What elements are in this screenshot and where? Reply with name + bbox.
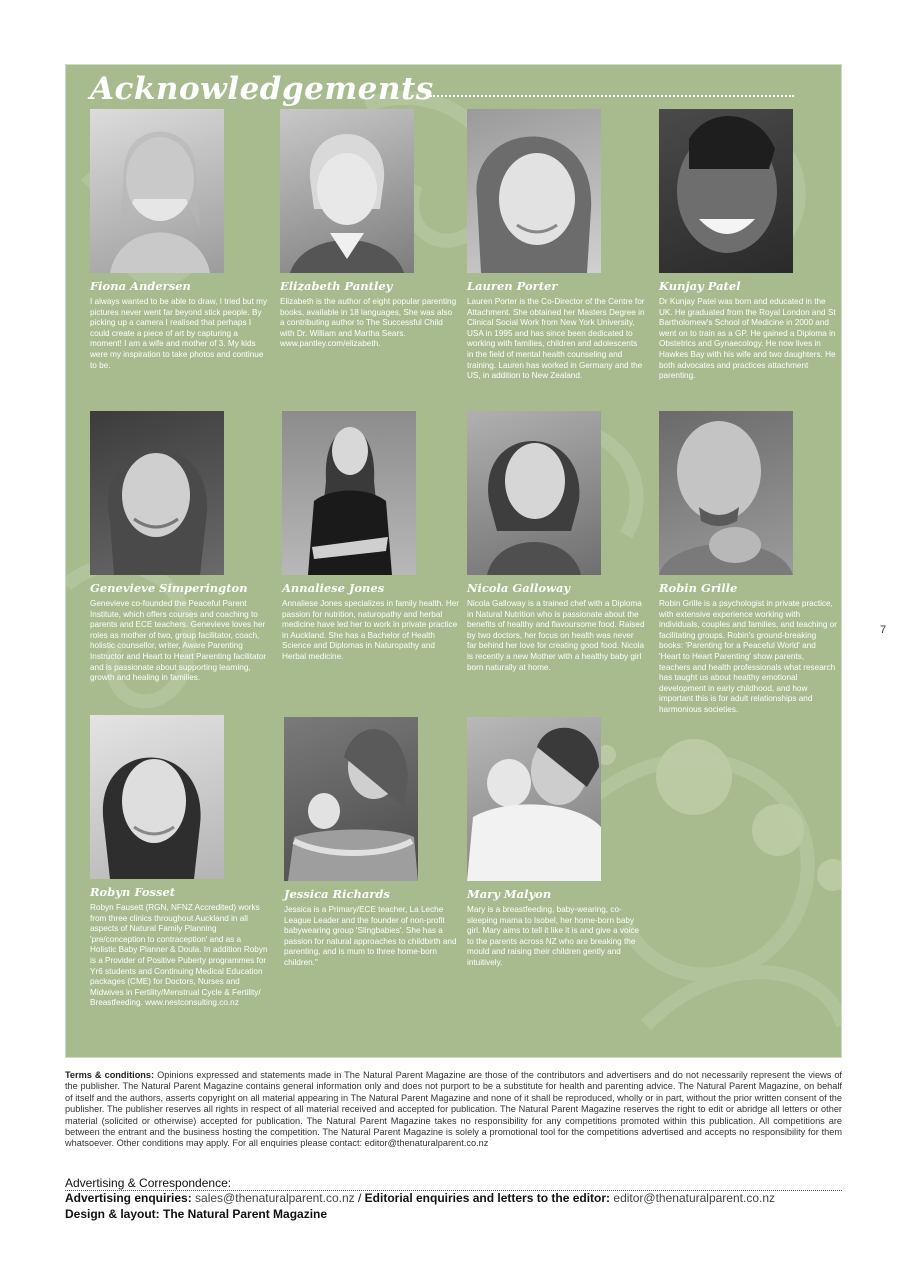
portrait-photo xyxy=(659,109,793,273)
advertising-title: Advertising & Correspondence: xyxy=(65,1176,232,1190)
advertising-contacts xyxy=(65,1191,775,1205)
portrait-photo xyxy=(467,717,601,881)
advertising-label: Advertising enquiries: xyxy=(65,1191,192,1205)
person-name: Kunjay Patel xyxy=(659,279,741,293)
person-name: Jessica Richards xyxy=(284,887,390,901)
person-bio: Nicola Galloway is a trained chef with a Diploma in Natural Nutrition who is passionate about the benefits of healthy and flavoursome food. Raised by two doctors, her focus on health was never far behind her love for creating good food. Nicola is recently a new Mother with a healthy baby girl born naturally at home. xyxy=(467,599,645,672)
person-bio: Robin Grille is a psychologist in private practice, with extensive experience working with individuals, couples and families, and teaching or facilitating groups. Robin's ground-breaking books: 'Parenting for a Peaceful World' and 'Heart to Heart Parenting' show parents, teachers and health professionals what research has taught us about healthy emotional development in early childhood, and how important this is for adult relationships and harmonious societies. xyxy=(659,599,837,714)
person-bio: Lauren Porter is the Co-Director of the Centre for Attachment. She obtained her Masters Degree in Clinical Social Work from New York University, USA in 1995 and has since been dedicated to working with families, children and adolescents in the field of mental health counseling and training. Lauren has worked in Germany and the US, in addition to New Zealand. xyxy=(467,297,645,381)
terms-label: Terms & conditions: xyxy=(65,1070,155,1080)
design-credit: Design & layout: The Natural Parent Magazine xyxy=(65,1207,328,1221)
portrait-photo xyxy=(280,109,414,273)
terms-and-conditions xyxy=(65,1070,842,1150)
person-name: Genevieve Simperington xyxy=(90,581,248,595)
editorial-email-link[interactable]: editor@thenaturalparent.co.nz xyxy=(613,1191,776,1205)
portrait-photo xyxy=(90,715,224,879)
person-name: Elizabeth Pantley xyxy=(280,279,393,293)
person-name: Lauren Porter xyxy=(467,279,558,293)
portrait-photo xyxy=(467,411,601,575)
person-bio: Elizabeth is the author of eight popular parenting books, available in 18 languages, She was also a contributing author to The Successful Child with Dr. William and Martha Sears. www.pantley.com/elizabeth. xyxy=(280,297,457,349)
heading-dotted-rule xyxy=(430,95,794,97)
portrait-photo xyxy=(467,109,601,273)
terms-text: Opinions expressed and statements made in The Natural Parent Magazine are those of the contributors and advertisers and do not necessarily represent the views of the publisher. The Natural Parent Magazine contains general information only and does not purport to be a substitute for health and parenting advice. The Natural Parent Magazine, on behalf of itself and the authors, asserts copyright on all material appearing in The Natural Parent Magazine and none of it shall be reproduced, wholly or in part, without the prior written consent of the publisher. The publisher reserves all rights in respect of all material received and accepted for publication. The Natural Parent Magazine reserves the right to edit or abridge all letters or other material (solicited or otherwise) accepted for publication. The Natural Parent Magazine takes no responsibility for any competitions promoted within this publication. All competitions are between the entrant and the business hosting the competition. The Natural Parent Magazine is solely a promotional tool for the competitions advertised and accepts no responsibility for them whatsoever. Other conditions may apply. For all enquiries please contact: editor@thenaturalparent.co.nz xyxy=(65,1070,842,1149)
person-bio: Annaliese Jones specializes in family health. Her passion for nutrition, naturopathy and herbal medicine have led her to work in private practice in Auckland. She has a Bachelor of Health Science and Diplomas in Naturopathy and Herbal medicine. xyxy=(282,599,460,661)
acknowledgements-panel xyxy=(65,64,842,1058)
page-heading: Acknowledgements xyxy=(90,71,434,107)
person-bio: Mary is a breastfeeding, baby-wearing, co-sleeping mama to Isobel, her home-born baby girl. Mary aims to tell it like it is and give a voice to the parents across NZ who are breaking the mould and raising their children gently and intuitively. xyxy=(467,905,639,967)
contact-separator: / xyxy=(354,1191,365,1205)
portrait-photo xyxy=(90,109,224,273)
portrait-photo xyxy=(659,411,793,575)
person-bio: Genevieve co-founded the Peaceful Parent Institute, which offers courses and coaching to parents and ECE teachers. Genevieve loves her roles as mother of two, group facilitator, coach, holistic counsellor, writer, Aware Parenting Instructor and Heart to Heart Parenting facilitator and is passionate about supporting learning, growth and healing in families. xyxy=(90,599,267,683)
person-name: Robin Grille xyxy=(659,581,738,595)
person-name: Fiona Andersen xyxy=(90,279,191,293)
page-number: 7 xyxy=(880,624,887,636)
editorial-label: Editorial enquiries and letters to the editor: xyxy=(364,1191,611,1205)
portrait-photo xyxy=(90,411,224,575)
person-bio: I always wanted to be able to draw, I tried but my pictures never went far beyond stick people. By picking up a camera I realised that perhaps I could create a piece of art by capturing a moment! I am a wife and mother of 3. My kids were my inspiration to take photos and continue to be. xyxy=(90,297,268,370)
person-bio: Robyn Fausett (RGN, NFNZ Accredited) works from three clinics throughout Auckland in all aspects of Natural Family Planning 'pre/conception to contraception' and as a Holistic Baby Planner & Doula. In addition Robyn is a Provider of Positive Puberty programmes for Yr6 students and Continuing Medical Education packages (CME) for Doctors, Nurses and Midwives in Fertility/Menstrual Cycle & Fertility/ Breastfeeding. www.nestconsulting.co.nz xyxy=(90,903,268,1008)
portrait-photo xyxy=(284,717,418,881)
person-name: Annaliese Jones xyxy=(282,581,385,595)
advertising-email-link[interactable]: sales@thenaturalparent.co.nz xyxy=(195,1191,355,1205)
person-bio: Dr Kunjay Patel was born and educated in the UK. He graduated from the Royal London and St Bartholomew's School of Medicine in 2000 and went on to train as a GP. He gained a Diploma in Obstetrics and Gynaecology. He now lives in Hawkes Bay with his wife and two daughters. He both advocates and practices attachment parenting. xyxy=(659,297,836,381)
person-name: Robyn Fosset xyxy=(90,885,176,899)
person-name: Nicola Galloway xyxy=(467,581,571,595)
person-name: Mary Malyon xyxy=(467,887,552,901)
person-bio: Jessica is a Primary/ECE teacher, La Leche League Leader and the founder of non-profit babywearing group 'Slingbabies'. She has a passion for natural approaches to childbirth and parenting, and is mum to three home-born children." xyxy=(284,905,457,967)
portrait-photo xyxy=(282,411,416,575)
